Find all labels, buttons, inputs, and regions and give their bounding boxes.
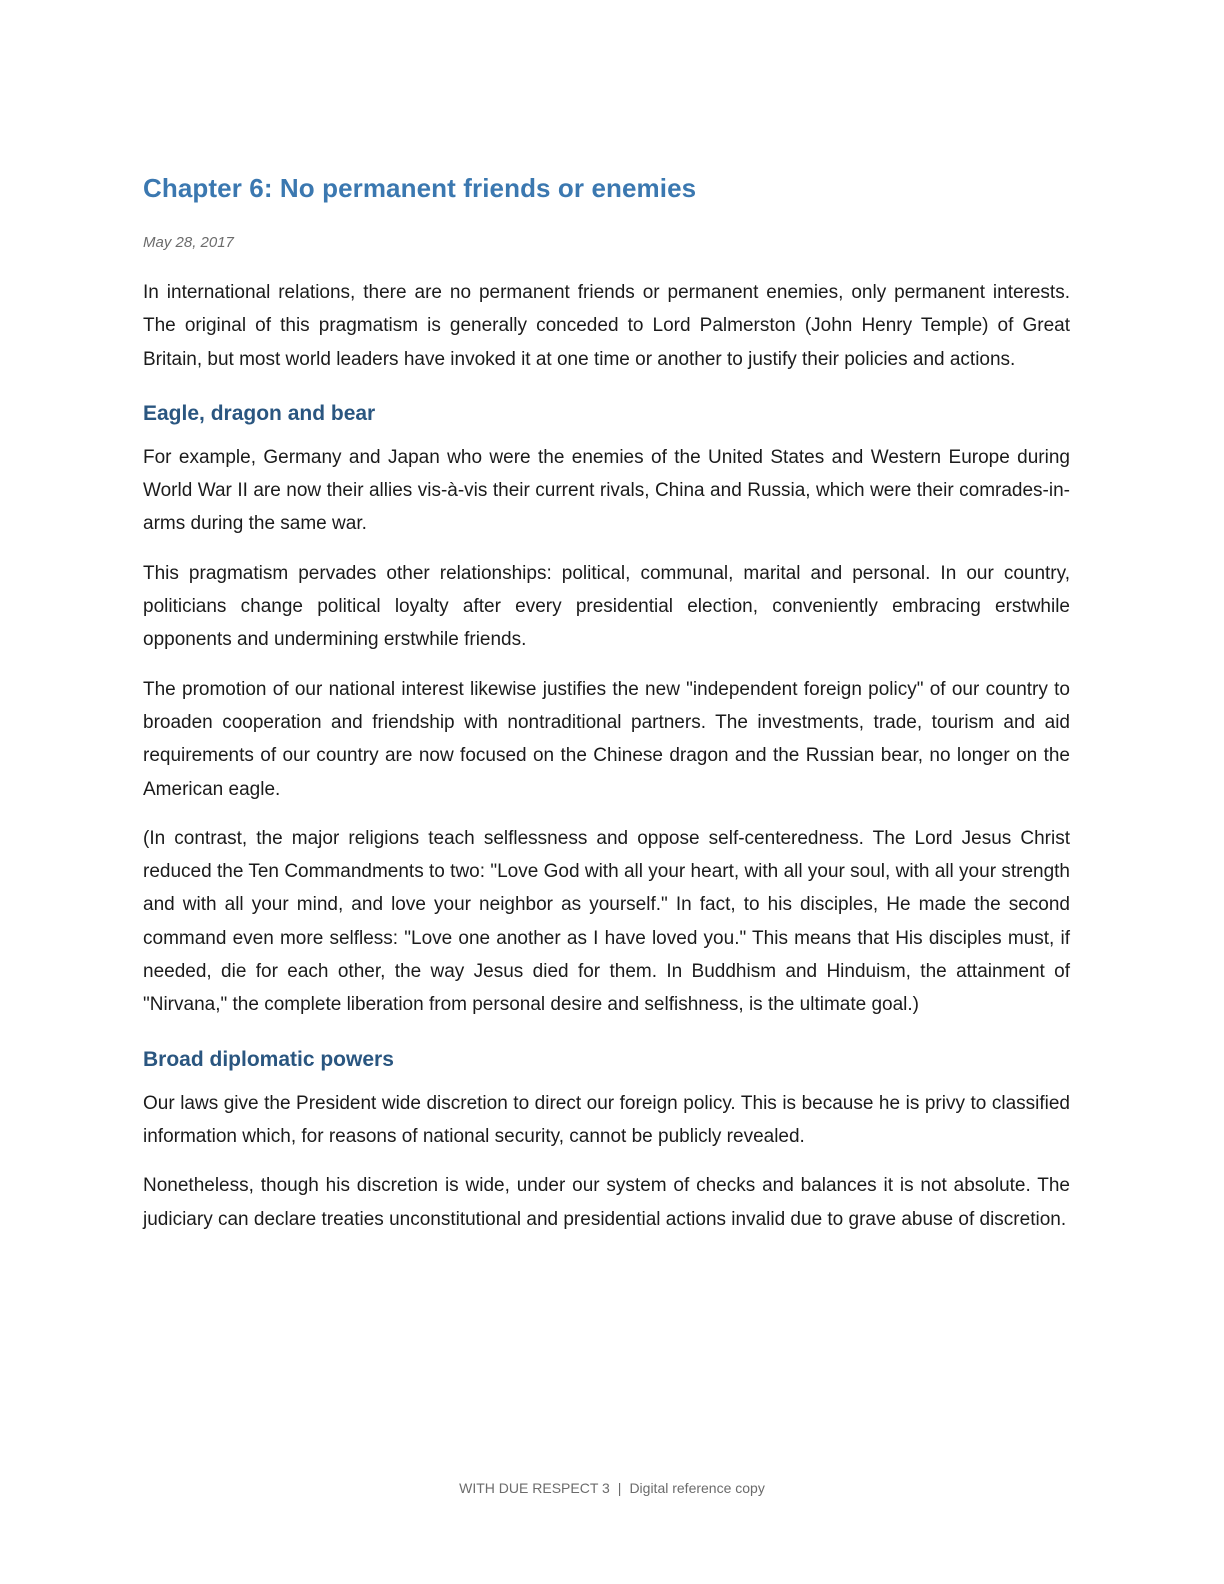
intro-paragraph: In international relations, there are no permanent friends or permanent enemies, only permanent interests. The original of this pragmatism is generally conceded to Lord Palmerston (John Henry Temple) of Great Britain, but most world leaders have invoked it at one time or another to justify their policies and actions. [143,282,1070,370]
chapter-title: Chapter 6: No permanent friends or enemies [143,173,697,203]
page-footer [0,1478,1224,1498]
paragraph: The promotion of our national interest likewise justifies the new "independent foreign policy" of our country to broaden cooperation and friendship with nontraditional partners. The investments, trade, tourism and aid requirements of our country are now focused on the Chinese dragon and the Russian bear, no longer on the American eagle. [143,678,1070,800]
page-content [143,170,1070,1252]
paragraph: (In contrast, the major religions teach selflessness and oppose self-centeredness. The Lord Jesus Christ reduced the Ten Commandments to two: "Love God with all your heart, with all your soul, with all your strength and with all your mind, and love your neighbor as yourself." In fact, to his disciples, He made the second command even more selfless: "Love one another as I have loved you." This means that His disciples must, if needed, die for each other, the way Jesus died for them. In Buddhism and Hinduism, the attainment of "Nirvana," the complete liberation from personal desire and selfishness, is the ultimate goal.) [143,827,1070,1016]
paragraph: This pragmatism pervades other relationships: political, communal, marital and personal. In our country, politicians change political loyalty after every presidential election, conveniently embracing erstwhile opponents and undermining erstwhile friends. [143,562,1070,651]
publication-date: May 28, 2017 [143,234,234,251]
footer-note: Digital reference copy [629,1480,765,1496]
section-heading-broad-diplomatic-powers: Broad diplomatic powers [143,1047,394,1071]
footer-book-title: WITH DUE RESPECT 3 [459,1480,610,1496]
footer-separator: | [617,1480,622,1496]
paragraph: Nonetheless, though his discretion is wide, under our system of checks and balances it is not absolute. The judiciary can declare treaties unconstitutional and presidential actions invalid due to grave abuse of discretion. [143,1175,1070,1230]
paragraph: Our laws give the President wide discretion to direct our foreign policy. This is because he is privy to classified information which, for reasons of national security, cannot be publicly revealed. [143,1092,1070,1147]
section-heading-eagle-dragon-bear: Eagle, dragon and bear [143,401,376,425]
paragraph: For example, Germany and Japan who were the enemies of the United States and Western Europe during World War II are now their allies vis-à-vis their current rivals, China and Russia, which were their comrades-in-arms during the same war. [143,446,1070,535]
